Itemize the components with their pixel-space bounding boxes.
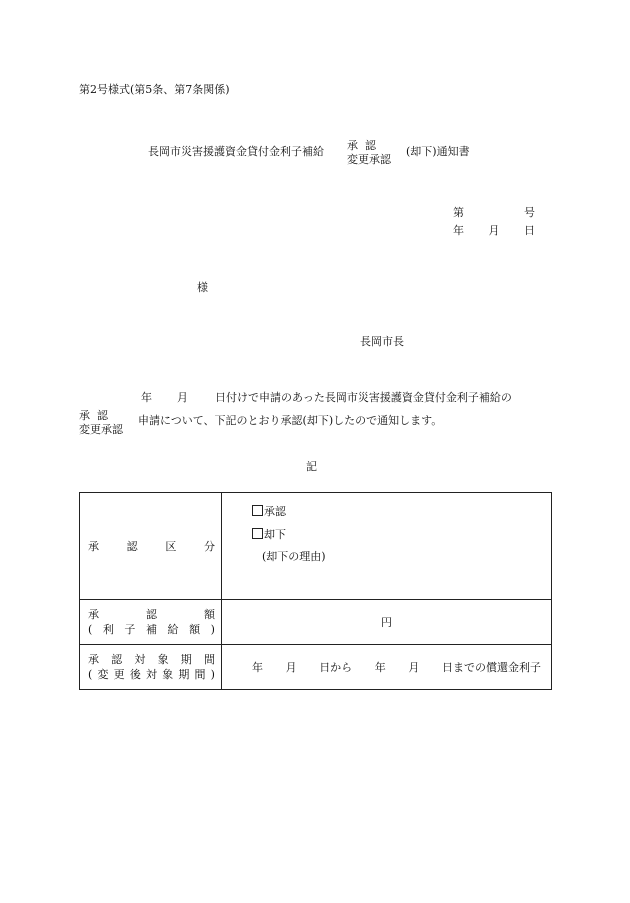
approval-period-value[interactable] [222,645,552,690]
document-date [453,225,535,236]
label-char: 区 [165,539,177,553]
label-char: 更 [113,668,125,681]
period-end-month: 月 [408,661,420,674]
ki-heading: 記 [306,460,317,473]
label-char: ) [210,668,215,681]
title-alt-change-approve: 変更承認 [347,153,391,166]
label-char: 期 [178,668,190,681]
checkbox-icon[interactable] [252,528,263,539]
title-alt-approve: 承認 [347,139,383,152]
body-alternative [79,409,123,437]
label-char: 間 [194,668,206,681]
label-char: 額 [189,623,201,636]
body-alt-approve: 承認 [79,409,115,422]
label-char: 間 [203,653,215,666]
period-start-month: 月 [285,661,297,674]
label-char: 分 [203,539,215,553]
label-char: 補 [145,623,157,636]
approved-amount-value[interactable]: 円 [222,600,552,645]
title-suffix: (却下)通知書 [406,145,470,158]
label-char: 承 [88,539,99,553]
table-row-approval-category [80,493,552,600]
doc-date-month: 月 [488,224,500,237]
checkbox-icon[interactable] [252,505,263,516]
label-char: 期 [180,653,192,666]
label-char: 変 [97,668,109,681]
label-char: 額 [204,608,215,621]
period-end-year: 年 [374,661,386,674]
body-line-2: 申請について、下記のとおり承認(却下)したので通知します。 [138,414,443,427]
title-main: 長岡市災害援護資金貸付金利子補給 [148,145,324,158]
body-month: 月 [177,391,188,404]
period-start-year: 年 [252,661,263,674]
label-approval-category [80,493,222,600]
body-line-1 [141,392,512,403]
issuer: 長岡市長 [360,335,404,348]
document-number [453,207,535,218]
option-reject-label: 却下 [264,528,286,541]
option-approve[interactable] [252,503,286,519]
title-alternative [347,139,391,167]
table-row-approval-period [80,645,552,690]
label-char: 対 [145,668,157,681]
label-char: ( [88,623,93,636]
label-char: 承 [88,608,99,621]
label-char: 承 [88,653,99,666]
label-char: 認 [126,539,138,553]
doc-number-prefix: 第 [453,206,464,219]
label-char: 認 [146,608,157,621]
label-char: ) [210,623,215,636]
label-char: 象 [162,668,174,681]
addressee: 様 [197,281,208,294]
body-alt-change-approve: 変更承認 [79,423,123,436]
reject-reason-label: (却下の理由) [262,550,326,563]
label-char: 後 [129,668,141,681]
label-approved-amount [80,600,222,645]
option-approve-label: 承認 [264,505,286,518]
approval-category-options [222,493,552,600]
period-end-day: 日までの償還金利子 [441,661,541,674]
body-line-1-text: 日付けで申請のあった長岡市災害援護資金貸付金利子補給の [215,391,512,404]
form-number: 第2号様式(第5条、第7条関係) [79,83,230,96]
label-char: 対 [134,653,146,666]
label-approval-period [80,645,222,690]
option-reject[interactable] [252,526,286,542]
period-start-day: 日から [319,661,353,674]
body-year: 年 [141,391,152,404]
decision-table [79,492,552,690]
label-char: 認 [111,653,123,666]
label-char: 象 [157,653,169,666]
doc-date-day: 日 [524,224,535,237]
doc-number-suffix: 号 [524,206,535,219]
label-char: 給 [167,623,179,636]
label-char: 子 [124,623,136,636]
doc-date-year: 年 [453,224,464,237]
label-char: ( [88,668,93,681]
table-row-approved-amount [80,600,552,645]
label-char: 利 [102,623,114,636]
